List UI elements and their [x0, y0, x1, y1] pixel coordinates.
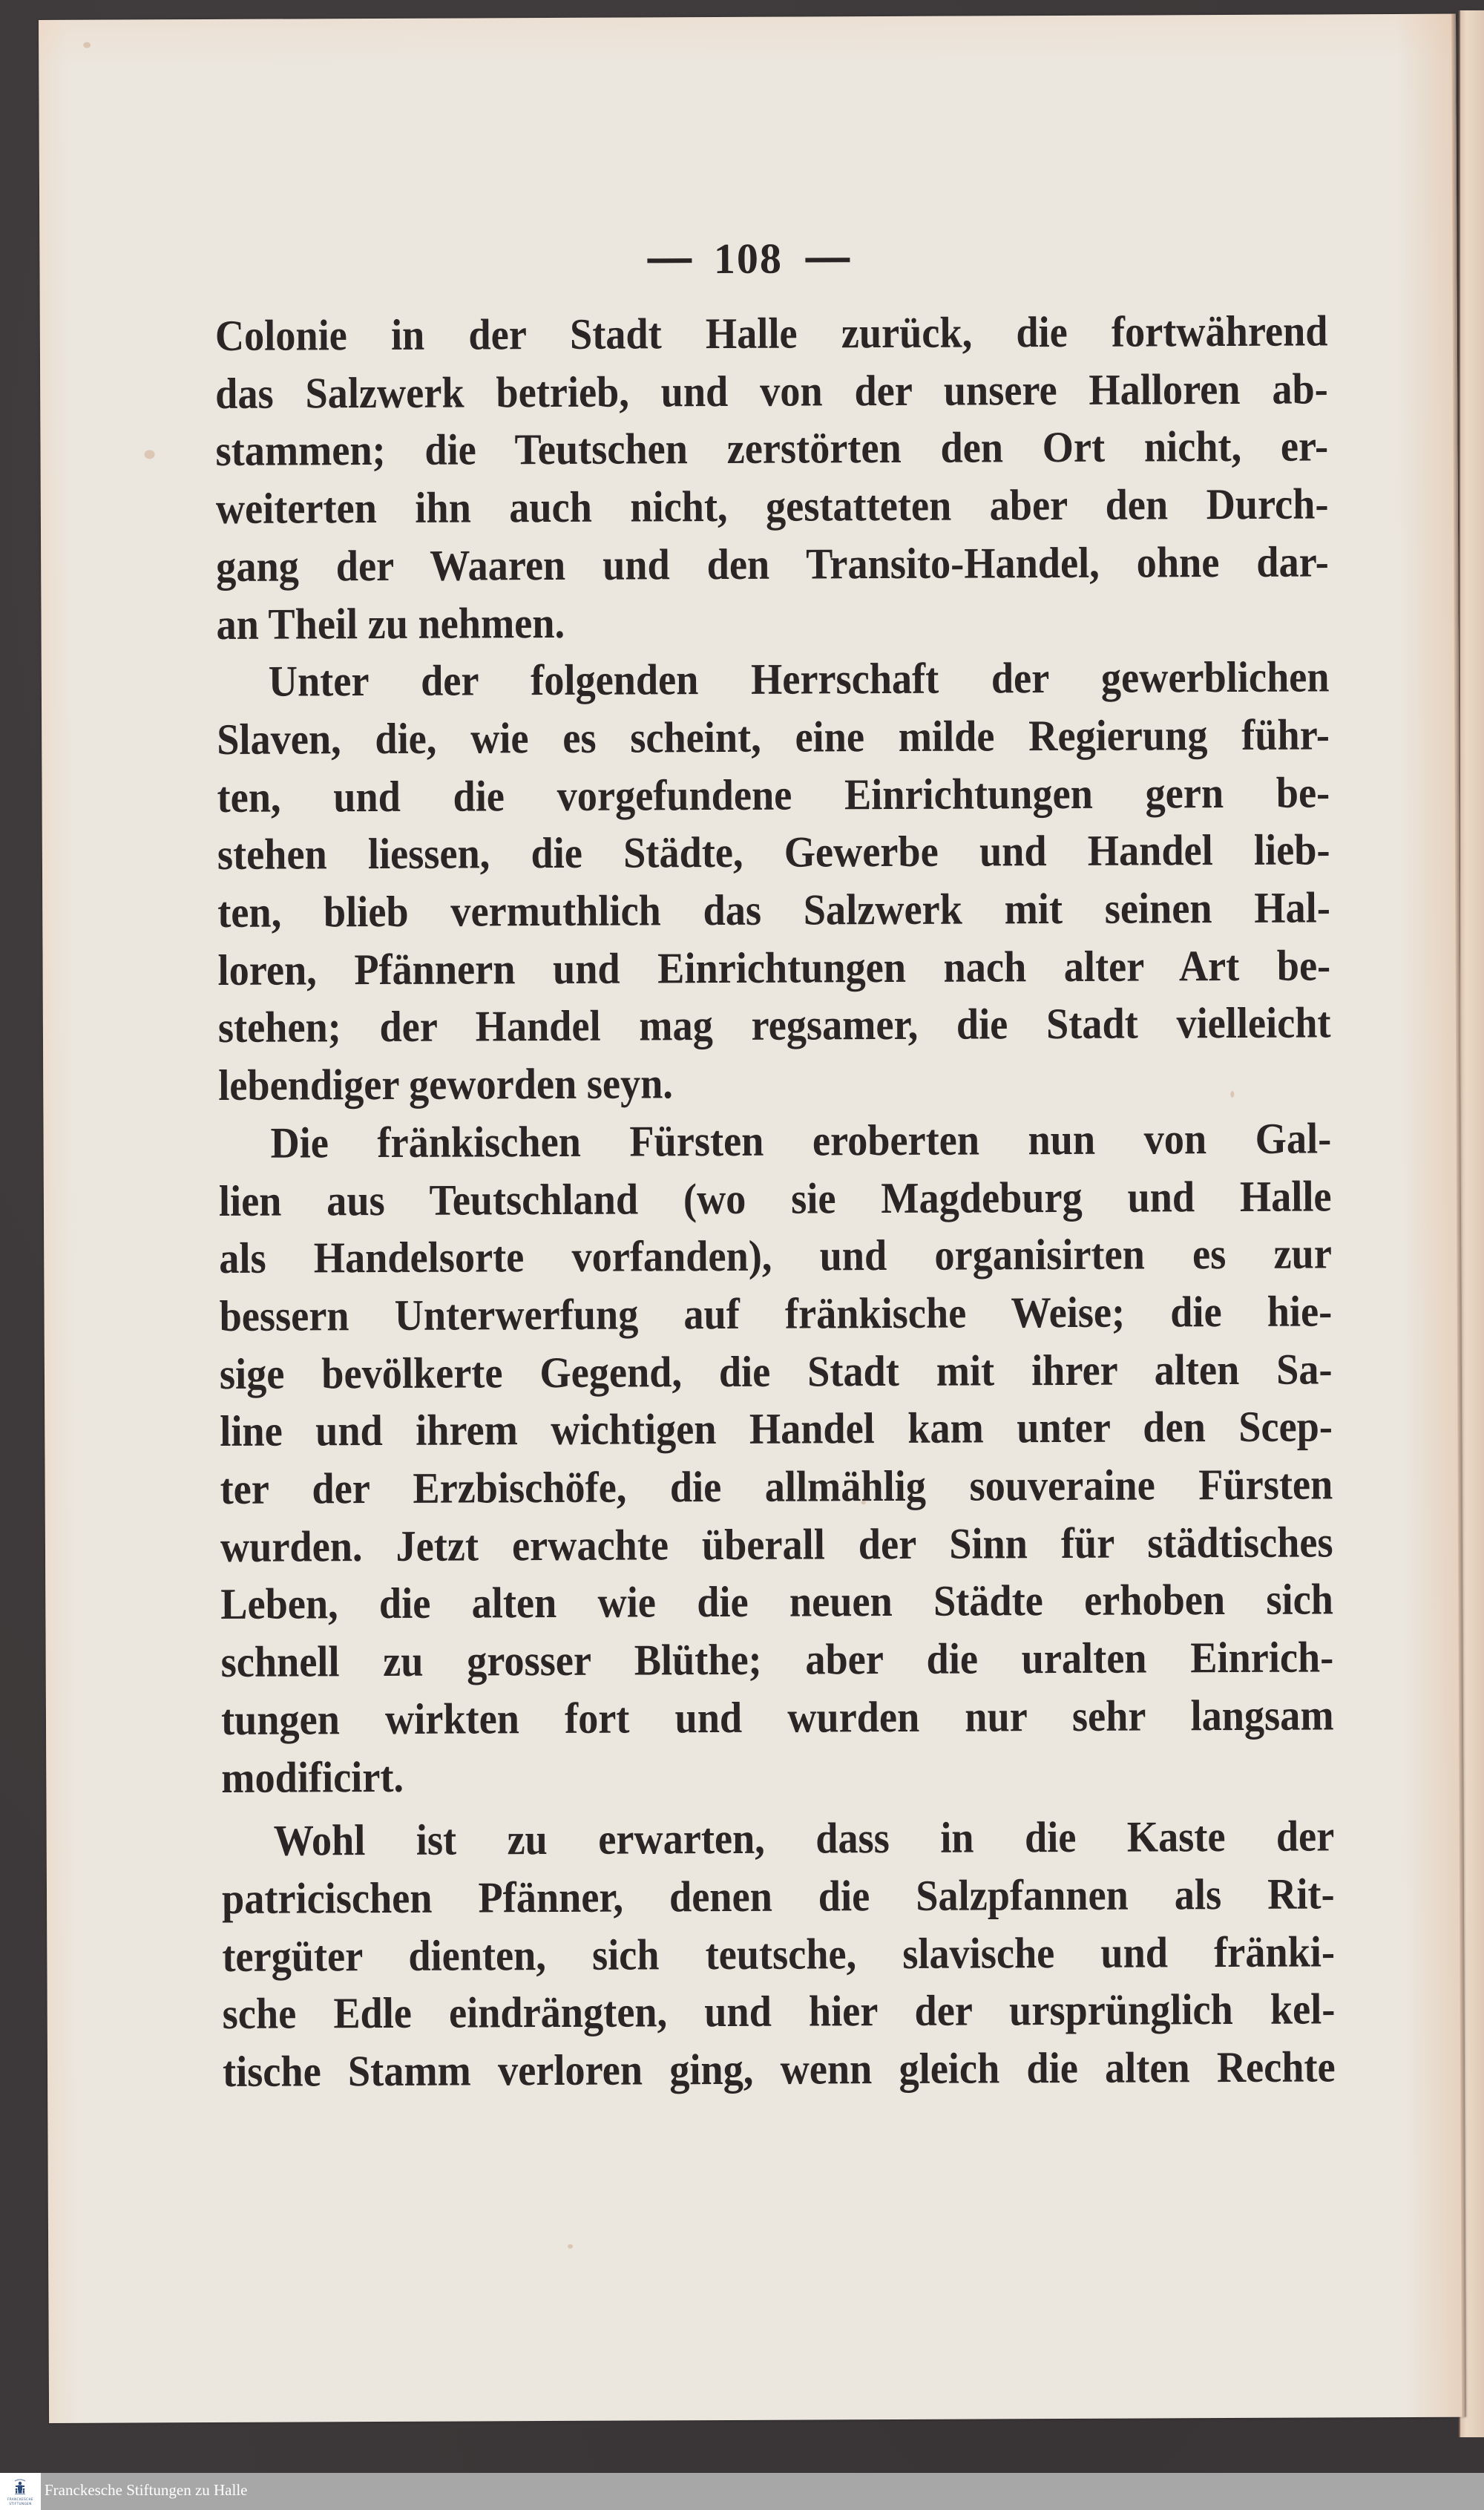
text-line: ten, und die vorgefundene Einrichtungen gern be- — [217, 767, 1330, 822]
page-header — [39, 231, 1457, 286]
header-dash-right — [805, 258, 850, 262]
text-line: ter der Erzbischöfe, die allmählig souveraine Fürsten — [220, 1459, 1333, 1514]
text-line: gang der Waaren und den Transito-Handel, ohne dar- — [216, 537, 1329, 591]
paper-speck — [145, 450, 155, 459]
paragraph — [217, 649, 1331, 1115]
header-dash-left — [647, 258, 692, 263]
text-line: wurden. Jetzt erwachte überall der Sinn für städtisches — [220, 1517, 1333, 1571]
book-page — [39, 14, 1466, 2423]
text-line: Slaven, die, wie es scheint, eine milde Regierung führ- — [217, 710, 1330, 764]
text-line: stehen; der Handel mag regsamer, die Stadt vielleicht — [217, 997, 1331, 1052]
paper-speck — [83, 42, 91, 48]
text-line: stammen; die Teutschen zerstörten den Ort nicht, er- — [215, 421, 1329, 476]
paper-speck — [568, 2244, 573, 2249]
text-line: sche Edle eindrängten, und hier der ursprünglich kel- — [222, 1984, 1336, 2039]
text-line: Unter der folgenden Herrschaft der gewerblichen — [268, 652, 1330, 706]
paragraph — [221, 1808, 1336, 2101]
text-line: Leben, die alten wie die neuen Städte erhoben sich — [220, 1574, 1334, 1629]
text-line: modificirt. — [221, 1752, 404, 1802]
page-number: 108 — [713, 234, 784, 284]
text-line: stehen liessen, die Städte, Gewerbe und Handel lieb- — [217, 825, 1330, 879]
text-line: als Handelsorte vorfanden), und organisirten es zur — [219, 1228, 1333, 1283]
text-line: weiterten ihn auch nicht, gestatteten aber den Durch- — [215, 479, 1329, 534]
text-line: line und ihrem wichtigen Handel kam unter den Scep- — [220, 1401, 1333, 1456]
logo-text-line2: STIFTUNGEN — [9, 2502, 32, 2506]
text-line: tergüter dienten, sich teutsche, slavische und fränki- — [222, 1927, 1336, 1981]
institution-logo — [0, 2473, 41, 2510]
text-line: lien aus Teutschland (wo sie Magdeburg und Halle — [218, 1170, 1332, 1225]
text-line: schnell zu grosser Blüthe; aber die uralten Einrich- — [220, 1632, 1334, 1687]
text-line: ten, blieb vermuthlich das Salzwerk mit seinen Hal- — [217, 882, 1330, 937]
text-line: Die fränkischen Fürsten eroberten nun von Gal- — [270, 1113, 1332, 1167]
text-line: tische Stamm verloren ging, wenn gleich die alten Rechte — [222, 2042, 1336, 2097]
text-line: patricischen Pfänner, denen die Salzpfannen als Rit- — [221, 1869, 1335, 1923]
text-line: tungen wirkten fort und wurden nur sehr langsam — [220, 1690, 1334, 1744]
text-line: loren, Pfännern und Einrichtungen nach alter Art be- — [217, 940, 1331, 995]
institution-name: Franckesche Stiftungen zu Halle — [45, 2481, 248, 2499]
footer-bar — [0, 2473, 1484, 2510]
text-line: Wohl ist zu erwarten, dass in die Kaste der — [273, 1811, 1335, 1865]
text-line: lebendiger geworden seyn. — [218, 1058, 674, 1110]
logo-text-line1: FRANCKESCHE — [7, 2497, 33, 2501]
body-text — [214, 303, 1336, 2101]
text-line: bessern Unterwerfung auf fränkische Weise; die hie- — [219, 1286, 1333, 1340]
franckesche-figure-icon — [14, 2479, 26, 2495]
text-line: sige bevölkerte Gegend, die Stadt mit ihrer alten Sa- — [219, 1344, 1333, 1398]
text-line: Colonie in der Stadt Halle zurück, die fortwährend — [214, 306, 1328, 360]
paragraph — [218, 1110, 1334, 1806]
paragraph — [214, 303, 1329, 653]
text-line: das Salzwerk betrieb, und von der unsere Halloren ab- — [215, 364, 1328, 418]
text-line: an Theil zu nehmen. — [216, 597, 565, 649]
